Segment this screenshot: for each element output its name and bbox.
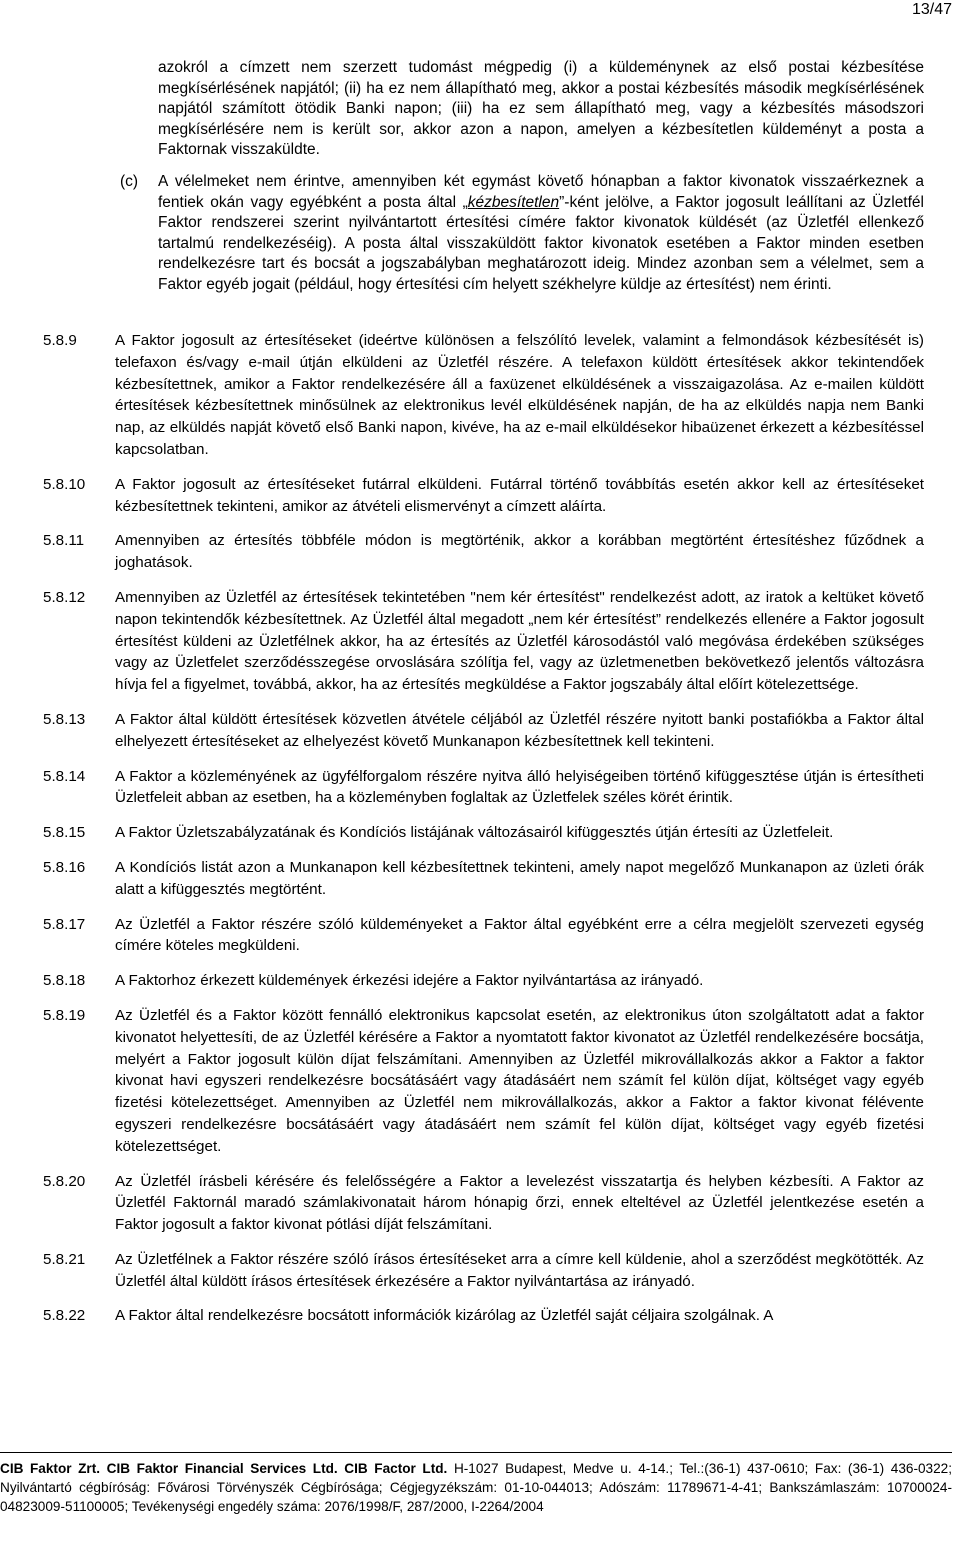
section-5-8-18 bbox=[43, 970, 924, 992]
footer-company-hu: CIB Faktor Zrt. bbox=[0, 1461, 101, 1476]
subclause-c bbox=[120, 172, 924, 296]
footer-company-en: CIB Faktor Financial Services Ltd. bbox=[106, 1461, 338, 1476]
section-5-8-20 bbox=[43, 1171, 924, 1236]
section-text: A Faktor Üzletszabályzatának és Kondíciós listájának változásairól kifüggesztés útján értesíti az Üzletfeleit. bbox=[115, 824, 834, 842]
section-number: 5.8.21 bbox=[43, 1250, 86, 1268]
subclause-text-before: A vélelmeket nem érintve, amennyiben két egymást követő hónapban a faktor kivonatok visszaérkeznek a fentiek okán vagy egyébként a posta által „ bbox=[158, 173, 924, 211]
section-text: Az Üzletfél a Faktor részére szóló küldeményeket a Faktor által egyébként erre a célra megjelölt szervezeti egység címére köteles megküldeni. bbox=[115, 915, 924, 955]
section-number: 5.8.9 bbox=[43, 332, 77, 349]
section-5-8-9 bbox=[43, 330, 924, 461]
section-text: A Faktorhoz érkezett küldemények érkezési idejére a Faktor nyilvántartása az irányadó. bbox=[115, 972, 704, 990]
section-number: 5.8.16 bbox=[43, 858, 86, 876]
section-number: 5.8.12 bbox=[43, 588, 86, 606]
section-5-8-16 bbox=[43, 857, 924, 901]
section-5-8-21 bbox=[43, 1249, 924, 1293]
section-5-8-22 bbox=[43, 1305, 924, 1327]
section-number: 5.8.19 bbox=[43, 1006, 86, 1024]
section-5-8-17 bbox=[43, 914, 924, 958]
section-number: 5.8.22 bbox=[43, 1307, 86, 1325]
section-number: 5.8.14 bbox=[43, 767, 86, 785]
section-5-8-19 bbox=[43, 1005, 924, 1158]
section-text: A Faktor a közleményének az ügyfélforgalom részére nyitva álló helyiségeiben történő kifüggesztése útján is értesítheti Üzletfeleit abban az esetben, ha a közleményben foglaltak az Üzletfelek széles körét érintik. bbox=[115, 767, 924, 807]
section-number: 5.8.13 bbox=[43, 710, 86, 728]
section-number: 5.8.15 bbox=[43, 824, 86, 842]
section-text: Az Üzletfélnek a Faktor részére szóló írásos értesítéseket arra a címre kell küldenie, ahol a szerződést megkötötték. Az Üzletfél által küldött írásos értesítések érkezésére a Faktor nyilvántartása az irányadó. bbox=[115, 1250, 924, 1290]
footer-details: H-1027 Budapest, Medve u. 4-14.; Tel.:(36-1) 437-0610; Fax: (36-1) 436-0322; Nyilvántartó cégbíróság: Fővárosi Törvényszék Cégbírósága; Cégjegyzékszám: 01-10-044013; Adószám: 11789671-4-41; Bankszámlaszám: 10700024-04823009-51100005; Tevékenységi engedély száma: 2076/1998/F, 287/2000, I-2264/2004 bbox=[0, 1461, 953, 1514]
footer-text bbox=[0, 1453, 952, 1516]
section-number: 5.8.11 bbox=[43, 532, 85, 550]
section-number: 5.8.20 bbox=[43, 1172, 86, 1190]
section-text: A Faktor által rendelkezésre bocsátott információk kizárólag az Üzletfél saját céljaira szolgálnak. A bbox=[115, 1307, 774, 1325]
subclause-emphasis: kézbesítetlen bbox=[467, 193, 560, 211]
page-footer bbox=[0, 1452, 952, 1516]
intro-paragraph: azokról a címzett nem szerzett tudomást mégpedig (i) a küldeménynek az első postai kézbesítése megkísérlésének napjától; (ii) ha ez nem állapítható meg, akkor a postai kézbesítés második megkísérlésének napjától számított ötödik Banki napon; (iii) ha ez sem állapítható meg, vagy a kézbesítés másodszori megkísérlésére nem is került sor, akkor azon a napon, amelyen a kézbesítetlen küldeményt a posta a Faktornak visszaküldte. bbox=[158, 59, 924, 159]
section-5-8-10 bbox=[43, 474, 924, 518]
section-text: Amennyiben az értesítés többféle módon is megtörténik, akkor a korábban megtörtént értesítéshez fűződnek a joghatások. bbox=[115, 532, 924, 572]
section-text: A Faktor jogosult az értesítéseket (ideértve különösen a felszólító levelek, valamint a felmondások kézbesítését is) telefaxon és/vagy e-mail útján elküldeni az Üzletfél részére. A telefaxon küldött értesítések akkor tekintendőek kézbesítettnek, amikor a Faktor rendelkezésére áll a faxüzenet elküldésének a visszaigazolása. Az e-mailen küldött értesítések kézbesítettnek minősülnek az elektronikus levél elküldésének napján, de ha az elküldés napja nem Banki nap, az elküldés napját követő első Banki napon, kivéve, ha az e-mail elküldésekor hibaüzenet érkezett a kézbesítéssel kapcsolatban. bbox=[115, 332, 924, 458]
section-5-8-15 bbox=[43, 822, 924, 844]
sections-list bbox=[43, 330, 924, 1340]
section-text: Az Üzletfél írásbeli kérésére és felelősségére a Faktor a levelezést visszatartja és helyben kézbesíti. A Faktor az Üzletfél Faktornál maradó számlakivonatait három hónapig őrzi, ennek elteltével az Üzletfél jelentkezése esetén a Faktor jogosult a faktor kivonat pótlási díját felszámítani. bbox=[115, 1172, 924, 1234]
section-5-8-12 bbox=[43, 587, 924, 696]
section-text: Amennyiben az Üzletfél az értesítések tekintetében "nem kér értesítést" rendelkezést adott, az iratok a keltüket követő napon tekintendők kézbesítettnek. Az Üzletfél által megadott „nem kér értesítést” rendelkezés ellenére a Faktor jogosult értesítést küldeni az Üzletfélnek akkor, ha az értesítés az Üzletfél károsodástól való megóvása érdekében szükséges vagy az Üzletfelet szerződésszegése orvoslására szólítja fel, vagy az üzletmenetben bekövetkező jelentős változásra hívja fel a figyelmet, továbbá, akkor, ha az értesítés megküldése a Faktor jogszabály által előírt kötelezettsége. bbox=[115, 588, 924, 694]
section-number: 5.8.18 bbox=[43, 972, 86, 990]
section-5-8-13 bbox=[43, 709, 924, 753]
subclause-text-after: ”-ként jelölve, a Faktor jogosult leállítani az Üzletfél Faktor rendszerei szerint nyilvántartott értesítési címére faktor kivonatok küldését (az Üzletfél ellenkező tartalmú rendelkezéséig). A posta által visszaküldött faktor kivonatok esetében a Faktor minden esetben rendelkezésre tart és bocsát a jogszabályban meghatározott ideig. Mindez azonban sem a vélelmet, sem a Faktor egyéb jogait (például, hogy értesítési cím helyett székhelyre küldje az értesítést) nem érinti. bbox=[158, 193, 924, 293]
section-text: A Faktor által küldött értesítések közvetlen átvétele céljából az Üzletfél részére nyitott banki postafiókba a Faktor által elhelyezett értesítéseket az elhelyezést követő Munkanapon kézbesítettnek kell tekinteni. bbox=[115, 710, 924, 750]
page-number: 13/47 bbox=[911, 1, 952, 18]
footer-company-en-alt: CIB Factor Ltd. bbox=[344, 1461, 448, 1476]
section-text: A Faktor jogosult az értesítéseket futárral elküldeni. Futárral történő továbbítás esetén akkor kell az értesítéseket kézbesítettnek tekinteni, amikor az átvételi elismervényt a címzett aláírta. bbox=[115, 475, 924, 515]
section-text: A Kondíciós listát azon a Munkanapon kell kézbesítettnek tekinteni, amely napot megelőző Munkanapon az üzleti órák alatt a kifüggesztés megtörtént. bbox=[115, 858, 924, 898]
section-number: 5.8.17 bbox=[43, 915, 86, 933]
section-5-8-11 bbox=[43, 530, 924, 574]
section-text: Az Üzletfél és a Faktor között fennálló elektronikus kapcsolat esetén, az elektronikus úton szolgáltatott adat a faktor kivonatot helyettesíti, de az Üzletfél kérésére a Faktor a nyomtatott faktor kivonatot az Üzletfél rendelkezésére bocsátja, melyért a Faktor jogosult külön díjat felszámítani. Amennyiben az Üzletfél mikrovállalkozás akkor a Faktor a faktor kivonat havi egyszeri rendelkezésre bocsátásáért vagy átadásáért nem számít fel külön díjat, költséget vagy egyéb fizetési kötelezettséget. Amennyiben az Üzletfél nem mikrovállalkozás, akkor a Faktor a faktor kivonat félévente egyszeri rendelkezésre bocsátásáért vagy átadásáért nem számít fel külön díjat, költséget vagy egyéb fizetési kötelezettséget. bbox=[115, 1006, 924, 1155]
subclause-label: (c) bbox=[120, 173, 139, 190]
section-number: 5.8.10 bbox=[43, 475, 86, 493]
subclause-text bbox=[158, 172, 924, 296]
section-5-8-14 bbox=[43, 766, 924, 810]
